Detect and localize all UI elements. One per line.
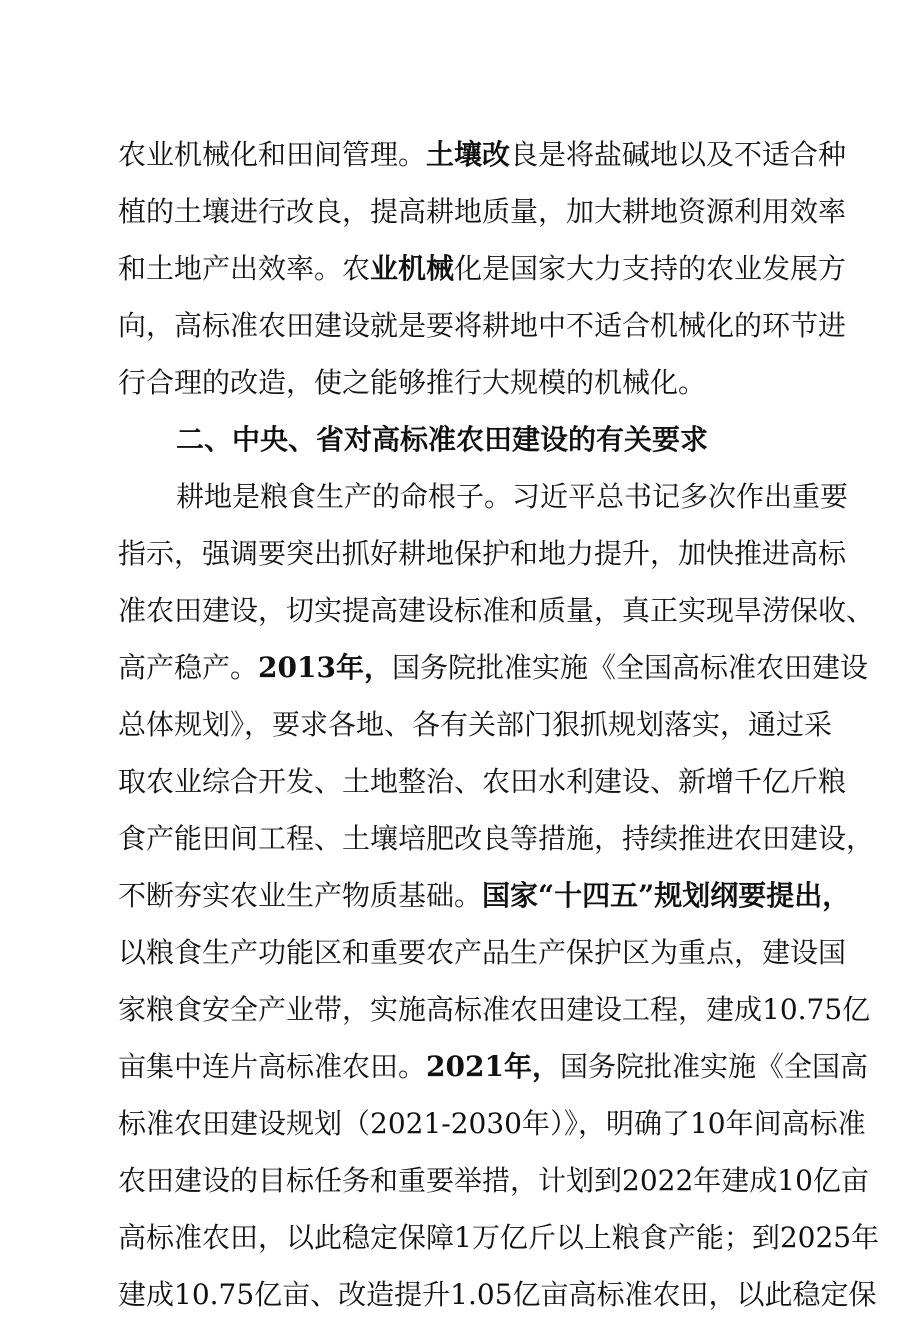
paragraph-line: [118, 297, 847, 355]
text-run: 和土地产出效率。农: [118, 252, 371, 285]
text-run: 植的土壤进行改良，提高耕地质量，加大耕地资源利用效率: [118, 195, 847, 228]
paragraph-line: [118, 981, 871, 1039]
text-run: 国务院批准实施《全国高标准农田建设: [391, 651, 868, 684]
text-run: 家粮食安全产业带，实施高标准农田建设工程，建成10.75亿: [118, 993, 871, 1026]
bold-text-run: 业机械: [370, 252, 455, 285]
paragraph-line: [118, 867, 851, 925]
text-run: 指示，强调要突出抓好耕地保护和地力提升，加快推进高标: [118, 537, 847, 570]
text-run: 以粮食生产功能区和重要农产品生产保护区为重点，建设国: [118, 936, 847, 969]
text-run: 行合理的改造，使之能够推行大规模的机械化。: [118, 366, 707, 399]
paragraph-line: [118, 1038, 868, 1096]
paragraph-line: [118, 924, 847, 982]
text-run: 建成10.75亿亩、改造提升1.05亿亩高标准农田，以此稳定保: [118, 1278, 877, 1311]
paragraph-line: [118, 354, 808, 412]
paragraph-line: [118, 1152, 869, 1210]
paragraph-line: [176, 468, 849, 526]
paragraph-line: [118, 810, 875, 868]
paragraph-line: [118, 1095, 866, 1153]
text-run: 农田建设的目标任务和重要举措，计划到2022年建成10亿亩: [118, 1164, 869, 1197]
text-run: 国务院批准实施《全国高: [559, 1050, 868, 1083]
text-run: 耕地是粮食生产的命根子。习近平总书记多次作出重要: [176, 480, 849, 513]
text-run: 食产能田间工程、土壤培肥改良等措施，持续推进农田建设，: [118, 822, 875, 855]
text-run: 亩集中连片高标准农田。: [118, 1050, 427, 1083]
paragraph-line: [118, 753, 847, 811]
paragraph-line: [118, 525, 847, 583]
bold-text-run: 国家“十四五”规划纲要提出，: [482, 879, 851, 912]
paragraph-line: [118, 1209, 880, 1267]
text-run: 总体规划》，要求各地、各有关部门狠抓规划落实，通过采: [118, 708, 833, 741]
paragraph-line: [118, 696, 833, 754]
text-run: 化是国家大力支持的农业发展方: [454, 252, 847, 285]
bold-text-run: 2013年，: [258, 651, 392, 684]
text-run: 标准农田建设规划（2021-2030年）》，明确了10年间高标准: [118, 1107, 866, 1140]
text-run: 准农田建设，切实提高建设标准和质量，真正实现旱涝保收、: [118, 594, 875, 627]
paragraph-line: [118, 183, 847, 241]
text-run: 不断夯实农业生产物质基础。: [118, 879, 483, 912]
paragraph-line: [118, 639, 868, 697]
text-run: 高标准农田，以此稳定保障1万亿斤以上粮食产能；到2025年: [118, 1221, 880, 1254]
paragraph-line: [118, 582, 875, 640]
bold-text-run: 2021年，: [426, 1050, 560, 1083]
section-heading: 二、中央、省对高标准农田建设的有关要求: [176, 423, 709, 456]
bold-text-run: 土壤改: [426, 138, 511, 171]
text-run: 取农业综合开发、土地整治、农田水利建设、新增千亿斤粮: [118, 765, 847, 798]
text-run: 高产稳产。: [118, 651, 259, 684]
paragraph-line: [118, 1266, 877, 1311]
paragraph-line: [118, 126, 847, 184]
text-run: 良是将盐碱地以及不适合种: [510, 138, 847, 171]
text-run: 农业机械化和田间管理。: [118, 138, 427, 171]
paragraph-line: [118, 240, 847, 298]
text-run: 向，高标准农田建设就是要将耕地中不适合机械化的环节进: [118, 309, 847, 342]
